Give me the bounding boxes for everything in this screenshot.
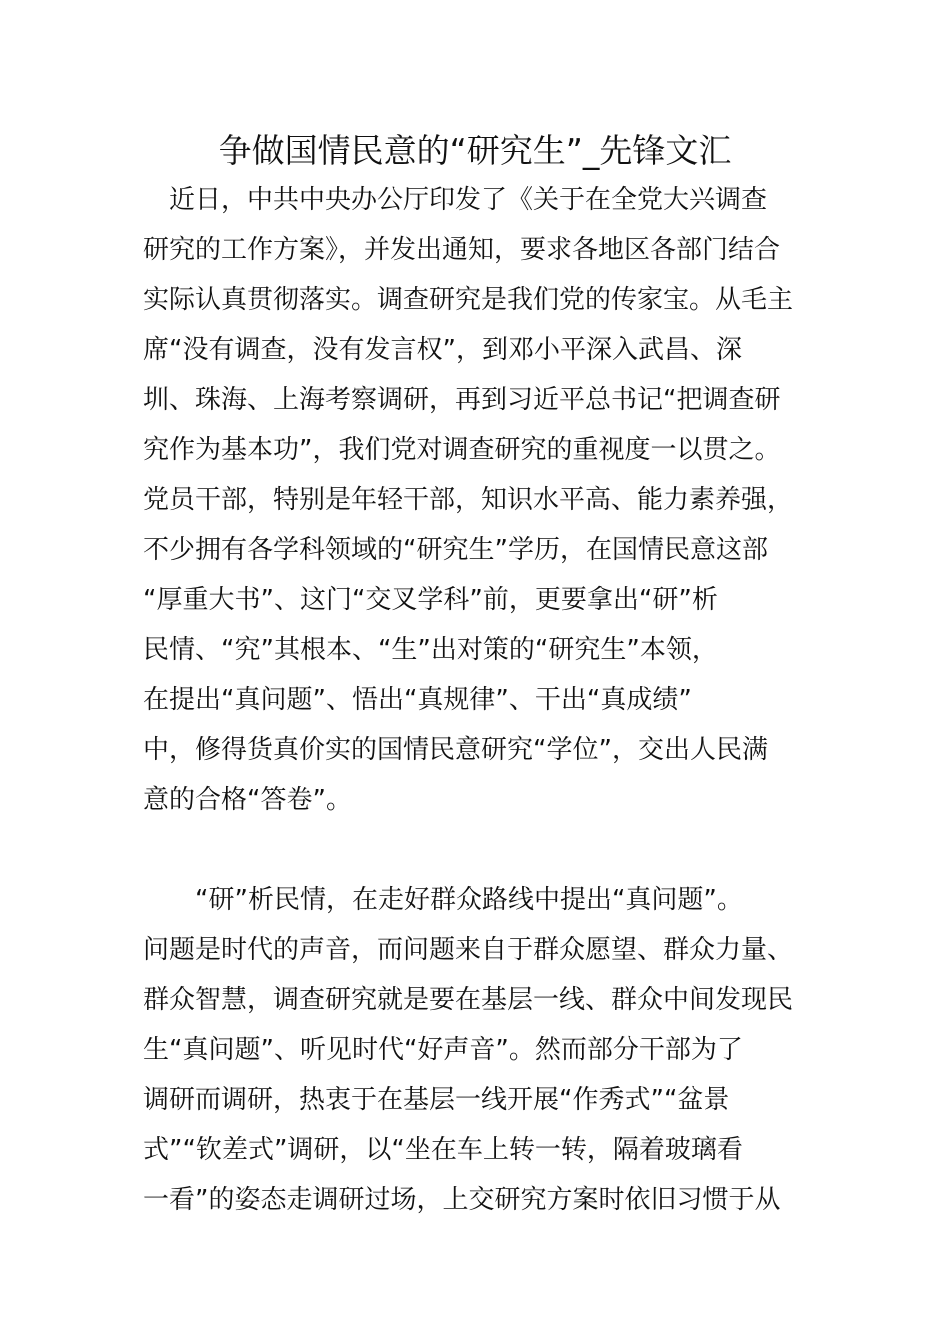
body-line: 近日，中共中央办公厅印发了《关于在全党大兴调查 [143, 185, 768, 215]
body-line: 席“没有调查，没有发言权”，到邓小平深入武昌、深 [143, 335, 742, 365]
body-line: “厚重大书”、这门“交叉学科”前，更要拿出“研”析 [143, 585, 718, 615]
body-line: 调研而调研，热衷于在基层一线开展“作秀式”“盆景 [143, 1085, 730, 1115]
document-title: 争做国情民意的“研究生”_先锋文汇 [218, 131, 732, 170]
body-line: 一看”的姿态走调研过场，上交研究方案时依旧习惯于从 [143, 1185, 781, 1215]
body-line: 究作为基本功”，我们党对调查研究的重视度一以贯之。 [143, 435, 781, 465]
body-line: 民情、“究”其根本、“生”出对策的“研究生”本领， [143, 635, 718, 665]
body-line: 中，修得货真价实的国情民意研究“学位”，交出人民满 [143, 735, 768, 765]
body-line: 问题是时代的声音，而问题来自于群众愿望、群众力量、 [143, 935, 794, 965]
body-line: 群众智慧，调查研究就是要在基层一线、群众中间发现民 [143, 985, 794, 1015]
body-line: 式”“钦差式”调研，以“坐在车上转一转，隔着玻璃看 [143, 1135, 743, 1165]
body-line: 实际认真贯彻落实。调查研究是我们党的传家宝。从毛主 [143, 285, 794, 315]
body-line: 在提出“真问题”、悟出“真规律”、干出“真成绩” [143, 685, 692, 715]
body-line: 不少拥有各学科领域的“研究生”学历，在国情民意这部 [143, 535, 768, 565]
body-line: 生“真问题”、听见时代“好声音”。然而部分干部为了 [143, 1035, 743, 1065]
body-line: 党员干部，特别是年轻干部，知识水平高、能力素养强， [143, 485, 794, 515]
body-line: 意的合格“答卷”。 [143, 785, 352, 815]
body-line: 研究的工作方案》，并发出通知，要求各地区各部门结合 [143, 235, 781, 265]
body-line: “研”析民情，在走好群众路线中提出“真问题”。 [143, 885, 743, 915]
body-line: 圳、珠海、上海考察调研，再到习近平总书记“把调查研 [143, 385, 781, 415]
